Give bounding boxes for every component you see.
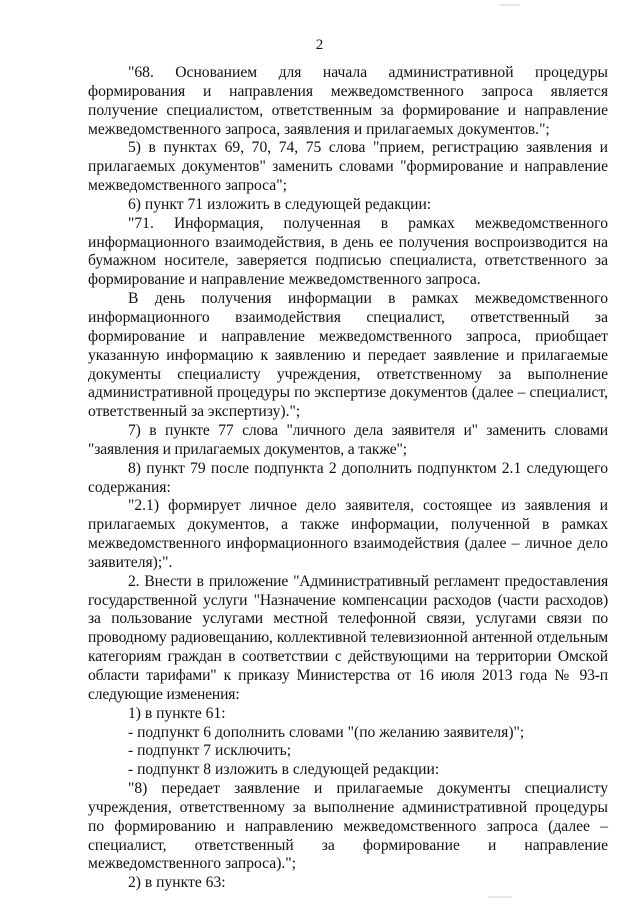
paragraph-point-61: 1) в пункте 61: [128, 704, 226, 722]
paragraph-subpoint-6: - подпункт 6 дополнить словами "(по желанию заявителя)"; [128, 723, 525, 741]
paragraph-subpoint-7: - подпункт 7 исключить; [128, 742, 292, 760]
paragraph-item-71: "71. Информация, полученная в рамках межведомственного информационного взаимодействия, в день ее получения воспроизводится на бумажном носителе, заверяется подписью специалиста, ответственного за формирование и направление межведомственного запроса. [88, 214, 608, 289]
paragraph-subitem-5: 5) в пунктах 69, 70, 74, 75 слова "прием, регистрацию заявления и прилагаемых документов" заменить словами "формирование и направление межведомственного запроса"; [88, 139, 608, 195]
paragraph-subpoint-8-text: "8) передает заявление и прилагаемые документы специалисту учреждения, ответственному за выполнение административной процедуры по формированию и направлению межведомственного запроса (далее – специалист, ответственный за формирование и направление межведомственного запроса)."; [88, 780, 608, 873]
document-body [88, 64, 608, 893]
paragraph-subpoint-8: - подпункт 8 изложить в следующей редакции: [128, 761, 440, 779]
paragraph-subitem-7: 7) в пункте 77 слова "личного дела заявителя и" заменить словами "заявления и прилагаемых документов, а также"; [88, 422, 608, 458]
scan-artifact-top [500, 4, 520, 6]
page-number: 2 [315, 37, 324, 53]
paragraph-item-68: "68. Основанием для начала административной процедуры формирования и направления межведомственного запроса является получение специалистом, ответственным за формирование и направление межведомственного запроса, заявления и прилагаемых документов."; [88, 64, 608, 138]
paragraph-subitem-2-1: "2.1) формирует личное дело заявителя, состоящее из заявления и прилагаемых документов, а также информации, полученной в рамках межведомственного информационного взаимодействия (далее – личное дело заявителя);". [88, 497, 608, 571]
paragraph-point-63: 2) в пункте 63: [128, 874, 226, 892]
paragraph-section-2: 2. Внести в приложение "Административный регламент предоставления государственной услуги "Назначение компенсации расходов (части расходов) за пользование услугами местной телефонной связи, услугами связи по проводному радиовещанию, коллективной телевизионной антенной отдельным категориям граждан в соответствии с действующими на территории Омской области тарифами" к приказу Министерства от 16 июля 2013 года № 93-п следующие изменения: [88, 572, 608, 703]
paragraph-subitem-6: 6) пункт 71 изложить в следующей редакции: [128, 195, 432, 213]
scan-artifact-bottom [488, 896, 512, 898]
paragraph-item-71-continued: В день получения информации в рамках межведомственного информационного взаимодействия специалист, ответственный за формирование и направление межведомственного запроса, приобщает указанную информацию к заявлению и передает заявление и прилагаемые документы специалисту учреждения, ответственному за выполнение административной процедуры по экспертизе документов (далее – специалист, ответственный за экспертизу)."; [88, 290, 608, 421]
paragraph-subitem-8: 8) пункт 79 после подпункта 2 дополнить подпунктом 2.1 следующего содержания: [88, 459, 608, 496]
